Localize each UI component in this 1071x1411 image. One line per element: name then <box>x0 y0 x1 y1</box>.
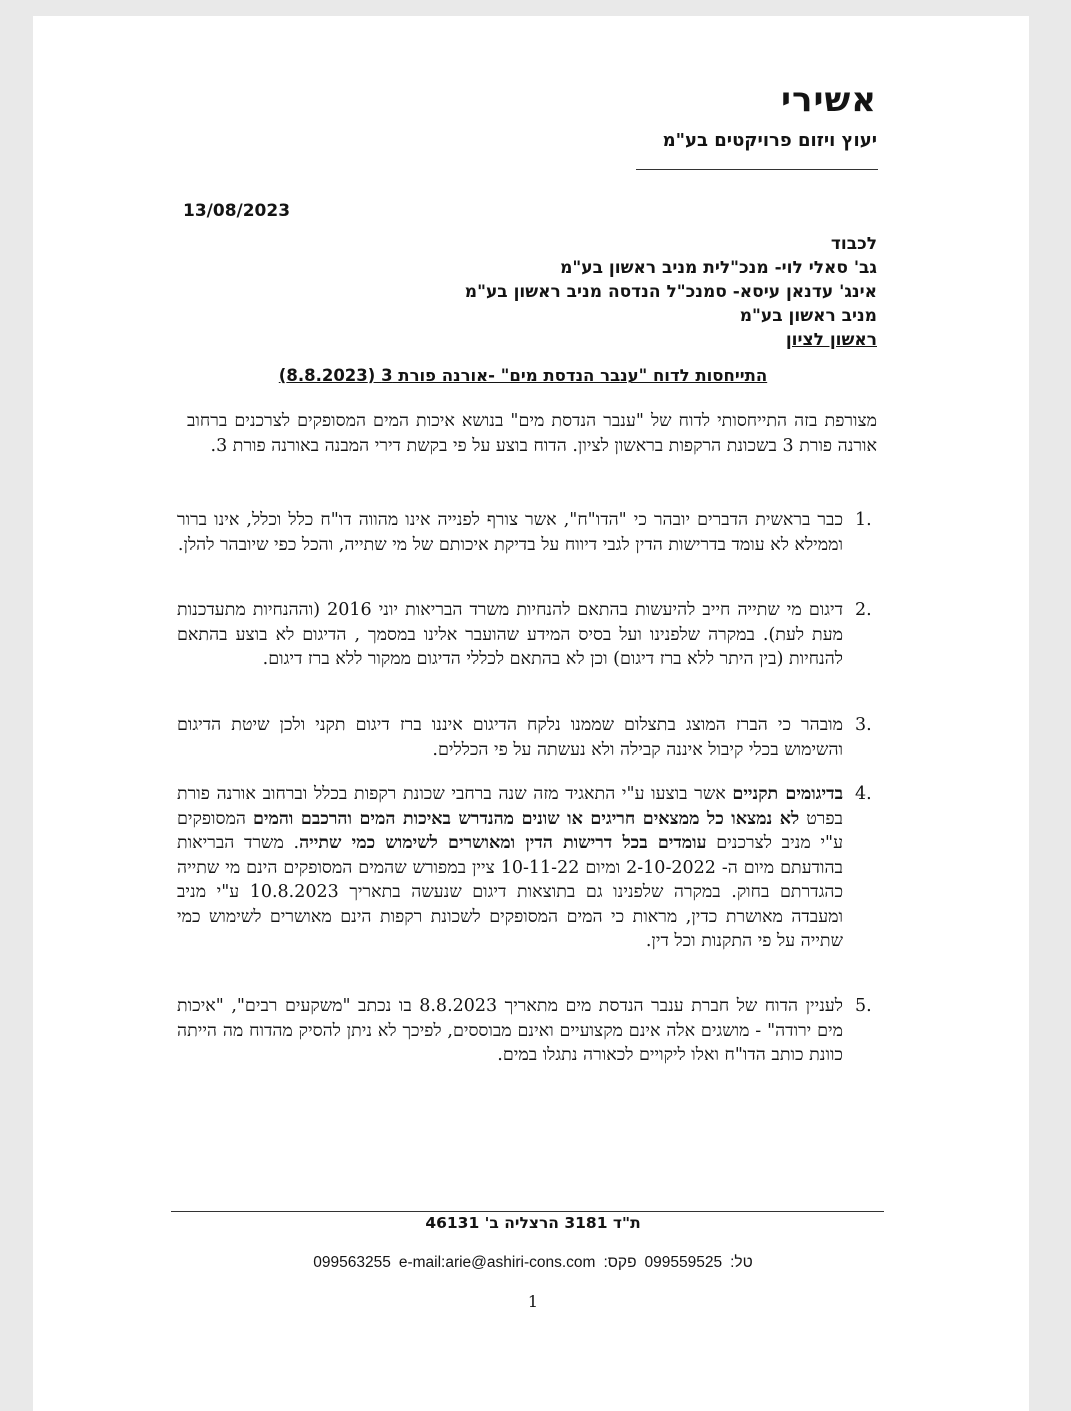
list-item-text-run: אשר בוצעו ע"י התאגיד מזה שנה ברחבי שכונת רקפות בכלל וברחוב אורנה פורת בפרט <box>177 784 843 829</box>
list-item-text <box>177 782 843 954</box>
phone-number: 099559525 <box>644 1254 723 1271</box>
page-number: 1 <box>527 1292 539 1311</box>
email-address: e-mail:arie@ashiri-cons.com <box>398 1254 596 1271</box>
list-item-number: 5. <box>855 996 872 1016</box>
footer-divider <box>171 1211 884 1212</box>
list-item <box>177 994 877 1068</box>
fax-number: 099563255 <box>313 1254 391 1271</box>
company-logo-text: אשירי <box>780 80 877 120</box>
letter-date: 13/08/2023 <box>183 201 291 221</box>
list-item-text-run: המסופקים ע"י מניב לצרכנים <box>177 808 843 853</box>
list-item-number: 1. <box>855 510 872 530</box>
recipient-salutation: לכבוד <box>830 234 877 254</box>
list-item-text: דיגום מי שתייה חייב להיעשות בהתאם להנחיות משרד הבריאות יוני 2016 (וההנחיות מתעדכנות מעת לעת). במקרה שלפנינו ועל בסיס המידע שהועבר אלינו במסמך , הדיגום לא בוצע בהתאם להנחיות (בין היתר ללא ברז דיגום) וכן לא בהתאם לכללי הדיגום ממקור ללא ברז דיגום. <box>177 600 844 669</box>
recipient-line-3: מניב ראשון בע"מ <box>739 306 877 326</box>
list-item-number: 2. <box>855 600 872 620</box>
recipient-line-1: גב' סאלי לוי- מנכ"לית מניב ראשון בע"מ <box>560 258 877 278</box>
footer-address: ת"ד 3181 הרצליה ב' 46131 <box>425 1214 641 1232</box>
list-item-emphasis: לא נמצאו כל ממצאים חריגים או שונים מהנדרש באיכות המים והרכבם והמים <box>252 808 800 829</box>
intro-paragraph: מצורפת בזה התייחסותי לדוח של "ענבר הנדסת מים" בנושא איכות המים המסופקים לצרכנים ברחוב אורנה פורת 3 בשכונת הרקפות בראשון לציון. הדוח בוצע על פי בקשת דירי המבנה באורנה פורת 3. <box>187 411 877 456</box>
footer-contact <box>183 1254 883 1272</box>
header-divider <box>636 169 878 170</box>
list-item <box>177 713 877 762</box>
list-item <box>177 508 877 557</box>
list-item-number: 4. <box>855 784 872 804</box>
list-item-text: כבר בראשית הדברים יובהר כי "הדו"ח", אשר צורף לפנייה אינו מהווה דו"ח כלל וכלל, אינו ברור וממילא לא עומד בדרישות הדין לגבי דיווח על בדיקת איכותם של מי שתייה, והכל כפי שיובהר להלן. <box>177 510 843 555</box>
phone-label: טל: <box>730 1254 753 1271</box>
list-item-text: לעניין הדוח של חברת ענבר הנדסת מים מתאריך 8.8.2023 בו נכתב "משקעים רבים", "איכות מים ירודה" - מושגים אלה אינם מקצועיים ואינם מבוססים, לפיכך לא ניתן להסיק מהדוח מה הייתה כוונת כותב הדו"ח ואלו ליקויים לכאורה נתגלו במים. <box>177 996 843 1065</box>
list-item-text: מובהר כי הברז המוצג בתצלום שממנו נלקח הדיגום איננו ברז דיגום תקני ולכן שיטת הדיגום והשימוש בכלי קיבול איננה קבילה ולא נעשתה על פי הכללים. <box>177 715 843 760</box>
recipient-city: ראשון לציון <box>785 330 877 350</box>
recipient-line-2: אינג' עדנאן עיסא- סמנכ"ל הנדסה מניב ראשון בע"מ <box>464 282 877 302</box>
list-item <box>177 782 877 954</box>
document-page <box>33 16 1029 1411</box>
company-tagline: יעוץ ויזום פרויקטים בע"מ <box>662 130 877 151</box>
list-item-text-run: . משרד הבריאות בהודעתם מיום ה- 2-10-2022 ומיום 10-11-22 ציין במפורש שהמים המסופקים הינם מי שתייה כהגדרתם בחוק. במקרה שלפנינו גם בתוצאות דיגום שנעשה בתאריך 10.8.2023 ע"י מניב ומעבדה מאושרת כדין, מראות כי המים המסופקים לשכונת רקפות הינם מאושרים לשימוש כמי שתייה על פי התקנות וכל דין. <box>177 833 843 951</box>
recipient-line-4 <box>237 328 877 352</box>
list-item-emphasis: עומדים בכל דרישות הדין ומאושרים לשימוש כמי שתייה <box>299 833 707 853</box>
fax-label: פקס: <box>603 1254 637 1271</box>
list-item-number: 3. <box>855 715 872 735</box>
list-item-emphasis: בדיגומים תקניים <box>732 784 843 804</box>
list-item <box>177 598 877 672</box>
letter-subject: התייחסות לדוח "ענבר הנדסת מים" -אורנה פורת 3 (8.8.2023) <box>278 366 768 385</box>
